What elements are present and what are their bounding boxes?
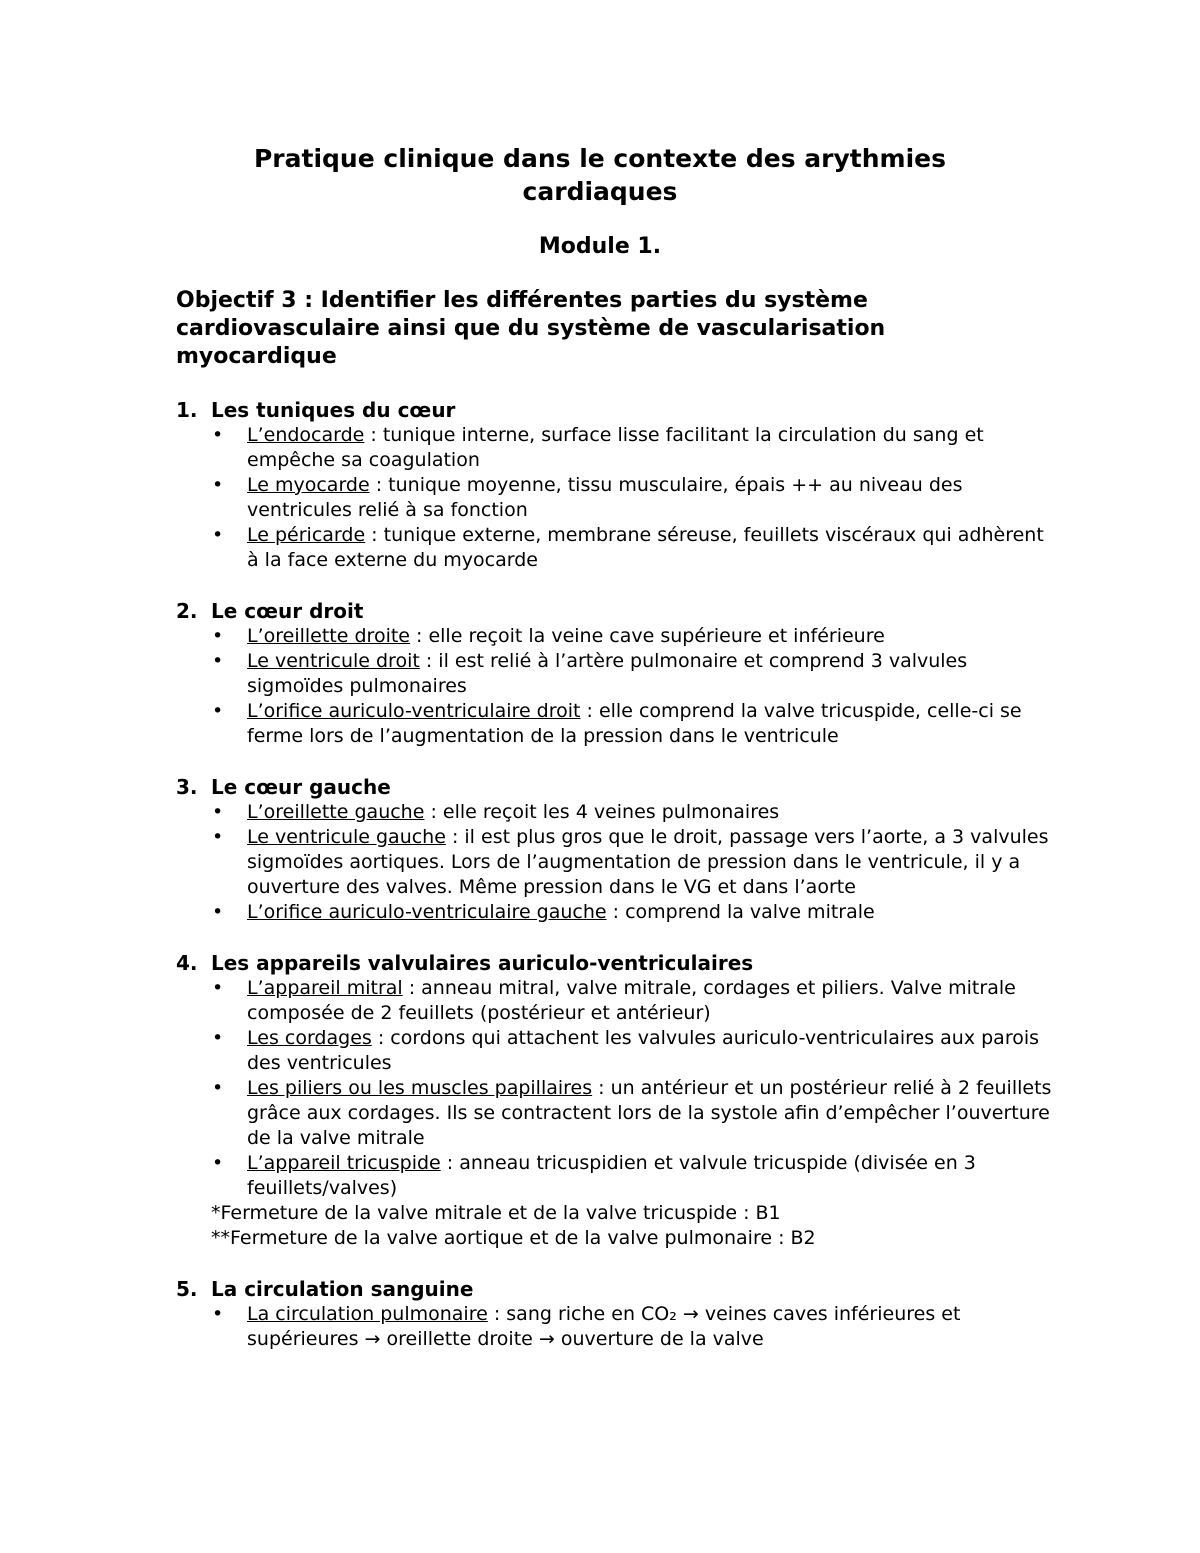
item-term: Le péricarde	[247, 524, 366, 546]
item-term: L’appareil tricuspide	[247, 1152, 441, 1174]
list-item	[176, 800, 1056, 825]
list-item	[176, 1151, 1056, 1201]
section-title: La circulation sanguine	[211, 1277, 474, 1301]
list-item	[176, 900, 1056, 925]
item-text: : comprend la valve mitrale	[606, 901, 875, 923]
module-heading: Module 1.	[538, 234, 662, 259]
item-term: L’oreillette gauche	[247, 801, 425, 823]
item-text: : il est plus gros que le droit, passage vers l’aorte, a 3 valvules sigmoïdes aortiques. Lors de l’augmentation de pression dans le ventricule, il y a ouverture des valves. Même pression dans le VG et dans l’aorte	[247, 826, 1049, 898]
item-text: : tunique externe, membrane séreuse, feuillets viscéraux qui adhèrent à la face externe du myocarde	[247, 524, 1044, 571]
section	[176, 1276, 1056, 1352]
item-text: : sang riche en CO₂ → veines caves inférieures et supérieures → oreillette droite → ouverture de la valve	[247, 1303, 961, 1350]
bullet-icon: •	[212, 474, 224, 496]
item-text: : anneau tricuspidien et valvule tricuspide (divisée en 3 feuillets/valves)	[247, 1152, 976, 1199]
section-title: Le cœur gauche	[211, 775, 391, 799]
list-item	[176, 523, 1056, 573]
item-term: Le ventricule droit	[247, 650, 420, 672]
bullet-icon: •	[212, 801, 224, 823]
item-text: : elle reçoit les 4 veines pulmonaires	[424, 801, 780, 823]
section	[176, 774, 1056, 925]
item-text: : il est relié à l’artère pulmonaire et comprend 3 valvules sigmoïdes pulmonaires	[247, 650, 968, 697]
document-title: Pratique clinique dans le contexte des arythmies cardiaques	[253, 144, 947, 206]
item-term: L’appareil mitral	[247, 977, 403, 999]
section-heading	[176, 1276, 1056, 1302]
section-title: Les tuniques du cœur	[211, 398, 456, 422]
section-number: 4.	[176, 951, 198, 975]
list-item	[176, 1026, 1056, 1076]
list-item	[176, 1302, 1056, 1352]
item-term: L’oreillette droite	[247, 625, 410, 647]
section	[176, 397, 1056, 573]
item-term: Les piliers ou les muscles papillaires	[247, 1077, 593, 1099]
bullet-icon: •	[212, 625, 224, 647]
section-title: Le cœur droit	[211, 599, 364, 623]
bullet-icon: •	[212, 424, 224, 446]
item-term: La circulation pulmonaire	[247, 1303, 488, 1325]
list-item	[176, 976, 1056, 1026]
item-text: : elle reçoit la veine cave supérieure et inférieure	[409, 625, 885, 647]
list-item	[176, 473, 1056, 523]
bullet-icon: •	[212, 1152, 224, 1174]
footnote: *Fermeture de la valve mitrale et de la valve tricuspide : B1	[211, 1202, 781, 1224]
section	[176, 950, 1056, 1251]
list-item	[176, 624, 1056, 649]
bullet-icon: •	[212, 650, 224, 672]
section-number: 3.	[176, 775, 198, 799]
section-heading	[176, 950, 1056, 976]
section-number: 1.	[176, 398, 198, 422]
bullet-icon: •	[212, 1027, 224, 1049]
section-number: 5.	[176, 1277, 198, 1301]
item-term: Les cordages	[247, 1027, 372, 1049]
item-text: : anneau mitral, valve mitrale, cordages et piliers. Valve mitrale composée de 2 feuillets (postérieur et antérieur)	[247, 977, 1016, 1024]
item-term: Le ventricule gauche	[247, 826, 446, 848]
bullet-icon: •	[212, 826, 224, 848]
item-term: L’orifice auriculo-ventriculaire gauche	[247, 901, 607, 923]
section-heading	[176, 774, 1056, 800]
item-text: : tunique moyenne, tissu musculaire, épais ++ au niveau des ventricules relié à sa fonction	[247, 474, 963, 521]
item-term: L’orifice auriculo-ventriculaire droit	[247, 700, 581, 722]
list-item	[176, 699, 1056, 749]
bullet-icon: •	[212, 700, 224, 722]
objective-heading: Objectif 3 : Identifier les différentes parties du système cardiovasculaire ainsi que du système de vascularisation myocardique	[176, 288, 886, 369]
item-text: : cordons qui attachent les valvules auriculo-ventriculaires aux parois des ventricules	[247, 1027, 1040, 1074]
item-text: : tunique interne, surface lisse facilitant la circulation du sang et empêche sa coagulation	[247, 424, 984, 471]
bullet-icon: •	[212, 901, 224, 923]
document-body	[176, 397, 1056, 1352]
list-item	[176, 423, 1056, 473]
bullet-icon: •	[212, 977, 224, 999]
item-term: Le myocarde	[247, 474, 370, 496]
bullet-icon: •	[212, 524, 224, 546]
item-term: L’endocarde	[247, 424, 365, 446]
item-text: : elle comprend la valve tricuspide, celle-ci se ferme lors de l’augmentation de la pression dans le ventricule	[247, 700, 1022, 747]
item-text: : un antérieur et un postérieur relié à 2 feuillets grâce aux cordages. Ils se contractent lors de la systole afin d’empêcher l’ouverture de la valve mitrale	[247, 1077, 1052, 1149]
list-item	[176, 1076, 1056, 1151]
footnote: **Fermeture de la valve aortique et de la valve pulmonaire : B2	[211, 1227, 816, 1249]
section-title: Les appareils valvulaires auriculo-ventriculaires	[211, 951, 754, 975]
section	[176, 598, 1056, 749]
bullet-icon: •	[212, 1303, 224, 1325]
bullet-icon: •	[212, 1077, 224, 1099]
section-heading	[176, 598, 1056, 624]
list-item	[176, 825, 1056, 900]
section-number: 2.	[176, 599, 198, 623]
section-heading	[176, 397, 1056, 423]
list-item	[176, 649, 1056, 699]
